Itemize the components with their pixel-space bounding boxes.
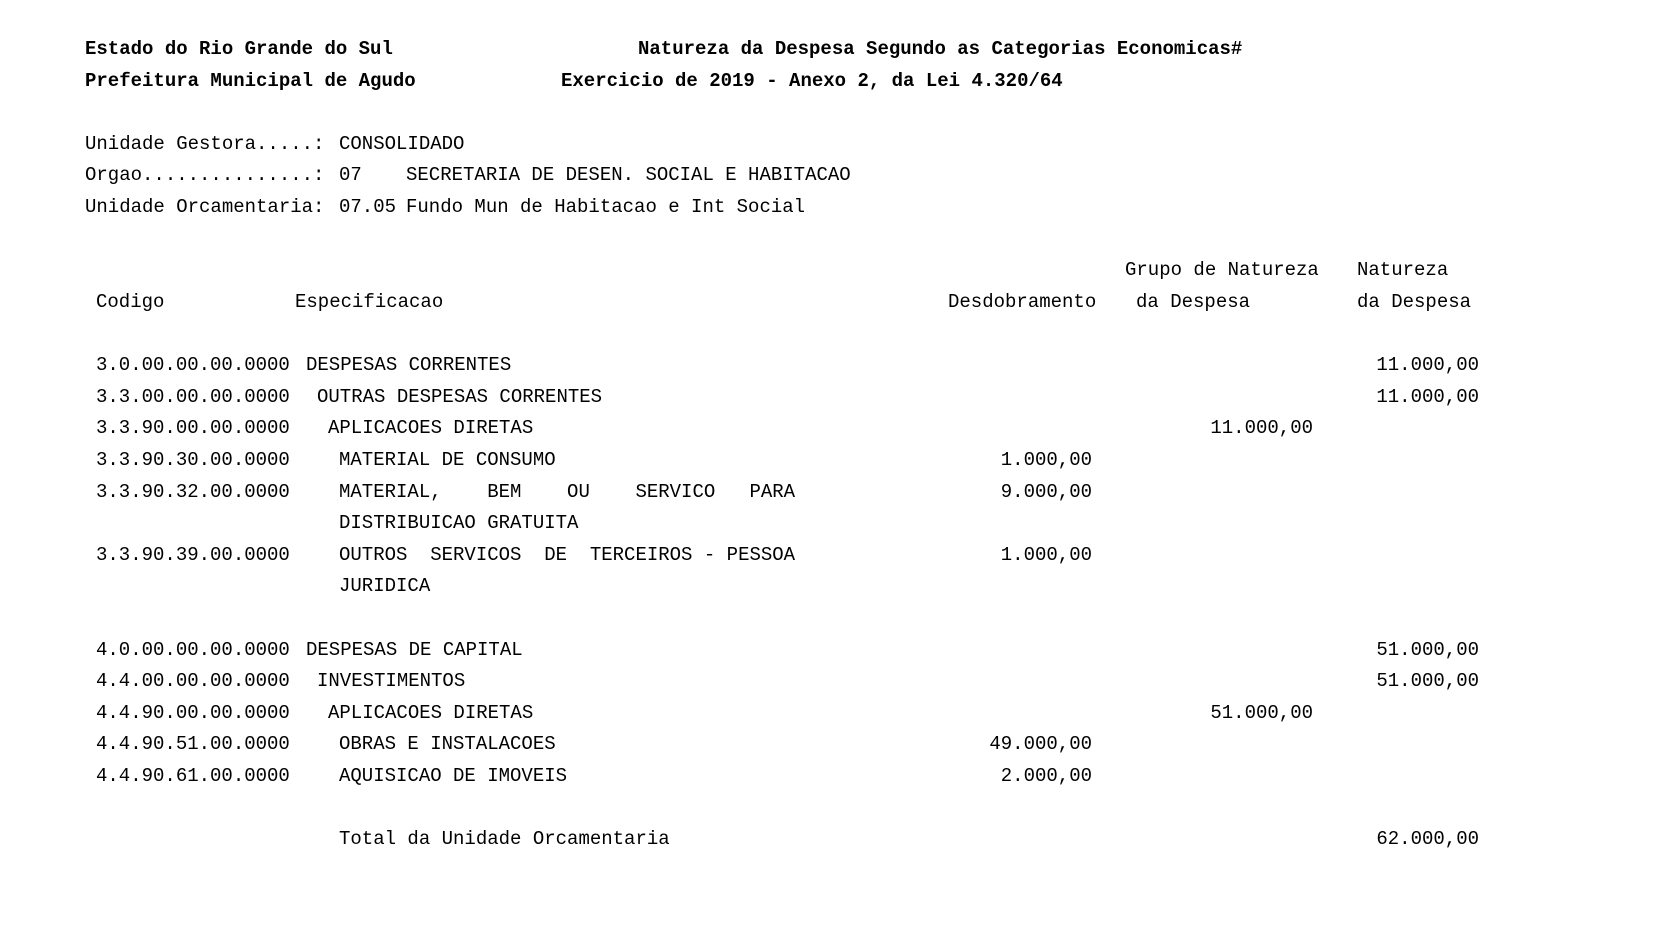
row-grupo-value: 11.000,00	[1210, 417, 1313, 439]
row-desdobramento-value: 2.000,00	[1000, 765, 1092, 787]
report-subtitle: Exercicio de 2019 - Anexo 2, da Lei 4.320/64	[561, 70, 1063, 92]
row-grupo-value: 51.000,00	[1210, 702, 1313, 724]
row-description: MATERIAL DE CONSUMO	[339, 449, 556, 471]
row-code: 3.3.90.30.00.0000	[96, 449, 290, 471]
unidade-orcamentaria-name: Fundo Mun de Habitacao e Int Social	[406, 196, 806, 218]
orgao-code: 07	[339, 164, 362, 186]
row-code: 3.3.90.00.00.0000	[96, 417, 290, 439]
column-header-grupo-line2: da Despesa	[1136, 291, 1251, 313]
column-header-especificacao: Especificacao	[295, 291, 444, 313]
row-code: 4.4.90.51.00.0000	[96, 733, 290, 755]
row-code: 4.4.90.61.00.0000	[96, 765, 290, 787]
row-description: APLICACOES DIRETAS	[328, 702, 534, 724]
row-natureza-value: 51.000,00	[1376, 670, 1479, 692]
row-natureza-value: 51.000,00	[1376, 639, 1479, 661]
unidade-gestora-value: CONSOLIDADO	[339, 133, 465, 155]
row-desdobramento-value: 9.000,00	[1000, 481, 1092, 503]
total-label: Total da Unidade Orcamentaria	[339, 828, 670, 850]
unidade-orcamentaria-label: Unidade Orcamentaria:	[85, 196, 325, 218]
row-description: APLICACOES DIRETAS	[328, 417, 534, 439]
unidade-orcamentaria-code: 07.05	[339, 196, 397, 218]
row-code: 4.4.00.00.00.0000	[96, 670, 290, 692]
total-value: 62.000,00	[1376, 828, 1479, 850]
column-header-natureza-line2: da Despesa	[1357, 291, 1472, 313]
column-header-desdobramento: Desdobramento	[948, 291, 1097, 313]
state-name: Estado do Rio Grande do Sul	[85, 38, 393, 60]
column-header-grupo-line1: Grupo de Natureza	[1125, 259, 1319, 281]
unidade-gestora-label: Unidade Gestora.....:	[85, 133, 325, 155]
row-code: 3.3.90.32.00.0000	[96, 481, 290, 503]
column-header-natureza-line1: Natureza	[1357, 259, 1449, 281]
row-desdobramento-value: 1.000,00	[1000, 544, 1092, 566]
row-code: 3.3.90.39.00.0000	[96, 544, 290, 566]
row-description: DESPESAS DE CAPITAL	[306, 639, 523, 661]
orgao-name: SECRETARIA DE DESEN. SOCIAL E HABITACAO	[406, 164, 851, 186]
row-description: OUTRAS DESPESAS CORRENTES	[317, 386, 603, 408]
row-code: 4.4.90.00.00.0000	[96, 702, 290, 724]
municipality-name: Prefeitura Municipal de Agudo	[85, 70, 416, 92]
row-code: 3.0.00.00.00.0000	[96, 354, 290, 376]
row-description: DESPESAS CORRENTES	[306, 354, 512, 376]
column-header-codigo: Codigo	[96, 291, 165, 313]
report-title: Natureza da Despesa Segundo as Categorias Economicas#	[638, 38, 1243, 60]
row-desdobramento-value: 1.000,00	[1000, 449, 1092, 471]
row-description-continued: DISTRIBUICAO GRATUITA	[339, 512, 579, 534]
row-desdobramento-value: 49.000,00	[989, 733, 1092, 755]
row-description: AQUISICAO DE IMOVEIS	[339, 765, 568, 787]
row-description: MATERIAL, BEM OU SERVICO PARA	[339, 481, 796, 503]
row-natureza-value: 11.000,00	[1376, 354, 1479, 376]
row-description-continued: JURIDICA	[339, 575, 431, 597]
orgao-label: Orgao...............:	[85, 164, 325, 186]
row-code: 3.3.00.00.00.0000	[96, 386, 290, 408]
row-code: 4.0.00.00.00.0000	[96, 639, 290, 661]
row-description: INVESTIMENTOS	[317, 670, 466, 692]
row-description: OUTROS SERVICOS DE TERCEIROS - PESSOA	[339, 544, 796, 566]
row-description: OBRAS E INSTALACOES	[339, 733, 556, 755]
row-natureza-value: 11.000,00	[1376, 386, 1479, 408]
